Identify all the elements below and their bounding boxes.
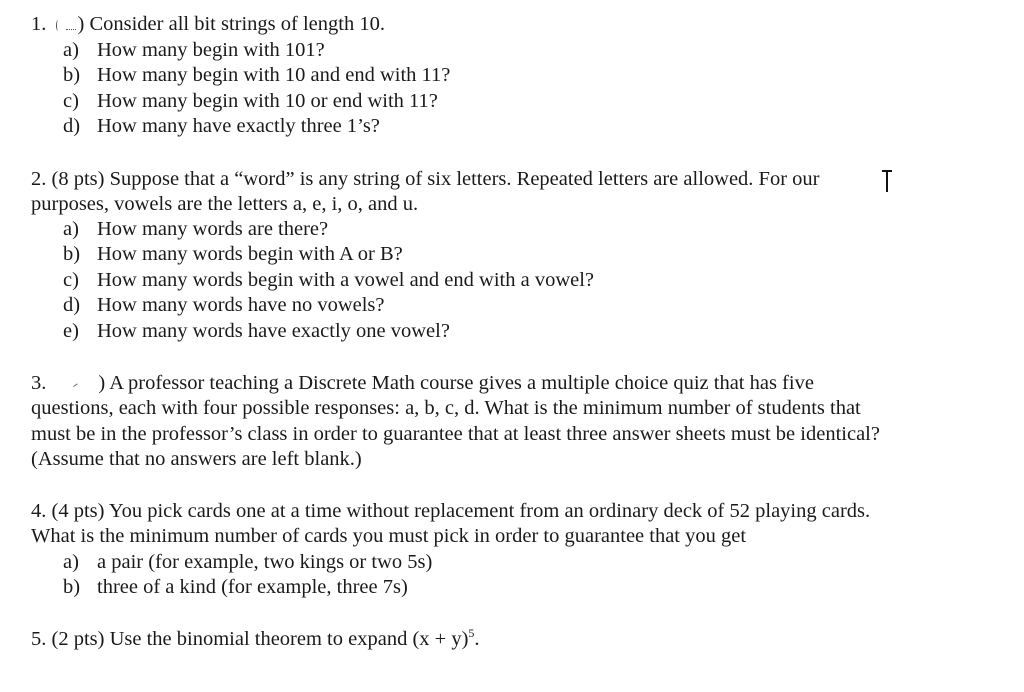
q2-part-d-text: How many words have no vowels? — [97, 294, 385, 316]
q3-number: 3. — [31, 372, 47, 394]
q4-part-a-letter: a) — [63, 551, 79, 573]
q4-part-a-text: a pair (for example, two kings or two 5s) — [97, 551, 433, 573]
q1-part-c-letter: c) — [63, 90, 79, 112]
q1-part-d-letter: d) — [63, 115, 81, 137]
q4-part-b-letter: b) — [63, 576, 81, 598]
q5-exponent: 5 — [468, 626, 475, 641]
q5-period: . — [474, 628, 480, 650]
q2-part-b — [63, 242, 403, 267]
q1-part-b — [63, 63, 450, 88]
q4-part-b — [63, 575, 408, 600]
q1-part-b-text: How many begin with 10 and end with 11? — [97, 64, 451, 86]
q1-stem — [31, 12, 385, 37]
q1-points-smudge — [52, 19, 78, 31]
q4-stem-line2: What is the minimum number of cards you must pick in order to guarantee that you get — [31, 525, 747, 547]
q2-part-a-text: How many words are there? — [97, 218, 329, 240]
q1-part-b-letter: b) — [63, 64, 81, 86]
q2-part-a — [63, 217, 328, 242]
q1-part-a-letter: a) — [63, 39, 79, 61]
q2-part-d-letter: d) — [63, 294, 81, 316]
q4-part-b-text: three of a kind (for example, three 7s) — [97, 576, 408, 598]
q2-stem-line2: purposes, vowels are the letters a, e, i, o, and u. — [31, 193, 419, 215]
q2-part-e-letter: e) — [63, 320, 79, 342]
q1-part-c — [63, 89, 438, 114]
q1-stem-text: ) Consider all bit strings of length 10. — [77, 13, 385, 35]
q2-part-c — [63, 268, 594, 293]
q3-stem-line2: questions, each with four possible responses: a, b, c, d. What is the minimum number of students that — [31, 397, 861, 419]
q2-stem-line1: 2. (8 pts) Suppose that a “word” is any string of six letters. Repeated letters are allowed. For our — [31, 168, 820, 190]
q2-part-c-text: How many words begin with a vowel and end with a vowel? — [97, 269, 595, 291]
q1-part-c-text: How many begin with 10 or end with 11? — [97, 90, 438, 112]
q3-stem-line1 — [31, 371, 814, 396]
q1-number: 1. — [31, 13, 47, 35]
q1-part-d — [63, 114, 380, 139]
q5-stem — [31, 627, 480, 652]
q3-stem-line4: (Assume that no answers are left blank.) — [31, 448, 362, 470]
text-cursor-icon — [880, 170, 894, 192]
q4-part-a — [63, 550, 432, 575]
q2-part-e — [63, 319, 450, 344]
q2-part-d — [63, 293, 385, 318]
q2-part-c-letter: c) — [63, 269, 79, 291]
q4-stem-line1: 4. (4 pts) You pick cards one at a time without replacement from an ordinary deck of 52 playing cards. — [31, 500, 871, 522]
q1-part-d-text: How many have exactly three 1’s? — [97, 115, 380, 137]
q1-part-a — [63, 38, 325, 63]
q2-part-e-text: How many words have exactly one vowel? — [97, 320, 450, 342]
q3-points-smudge — [46, 378, 98, 390]
q1-part-a-text: How many begin with 101? — [97, 39, 325, 61]
q2-part-b-text: How many words begin with A or B? — [97, 243, 403, 265]
q2-part-a-letter: a) — [63, 218, 79, 240]
q3-stem-line1-text: ) A professor teaching a Discrete Math course gives a multiple choice quiz that has five — [98, 372, 814, 394]
q5-text: 5. (2 pts) Use the binomial theorem to expand (x + y) — [31, 628, 469, 650]
q3-stem-line3: must be in the professor’s class in order to guarantee that at least three answer sheets must be identical? — [31, 423, 880, 445]
q2-part-b-letter: b) — [63, 243, 81, 265]
